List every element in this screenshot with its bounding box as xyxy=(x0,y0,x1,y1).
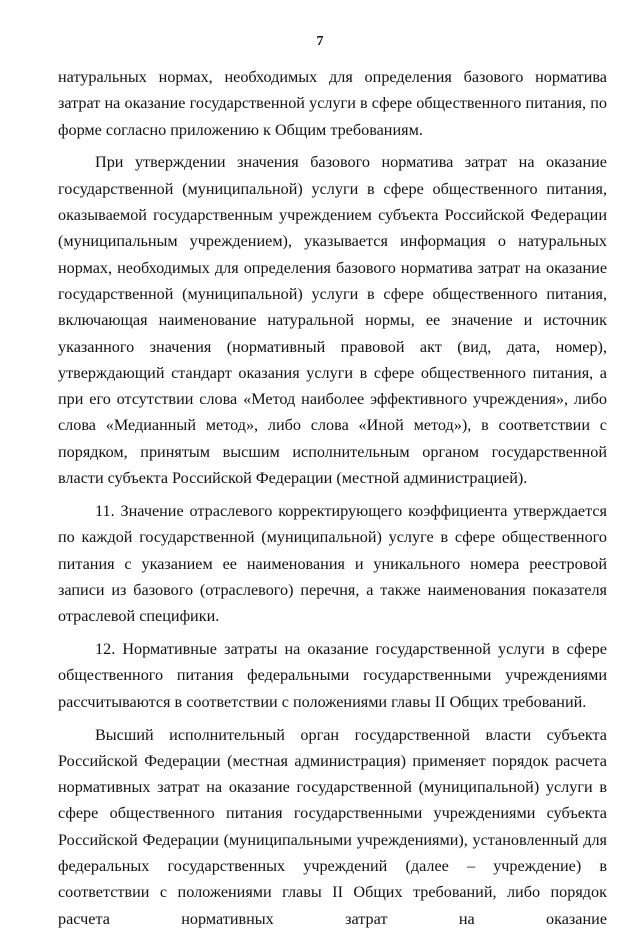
paragraph-item-12: 12. Нормативные затраты на оказание государственной услуги в сфере общественного питания федеральными государственными учреждениями рассчитываются в соответствии с положениями главы II Общих требований. xyxy=(58,640,607,711)
paragraph-executive-body: Высший исполнительный орган государственной власти субъекта Российской Федерации (местная администрация) применяет порядок расчета нормативных затрат на оказание государственной (муниципальной) услуги в сфере общественного питания государственными учреждениями субъекта Российской Федерации (муниципальными учреждениями), установленный для федеральных государственных учреждений (далее – учреждение) в соответствии с положениями главы II Общих требований, либо порядок расчета нормативных затрат на оказание xyxy=(58,725,607,928)
paragraph-approval-info: При утверждении значения базового норматива затрат на оказание государственной (муниципальной) услуги в сфере общественного питания, оказываемой государственным учреждением субъекта Российской Федерации (муниципальным учреждением), указывается информация о натуральных нормах, необходимых для определения базового норматива затрат на оказание государственной (муниципальной) услуги в сфере общественного питания, включающая наименование натуральной нормы, ее значение и источник указанного значения (нормативный правовой акт (вид, дата, номер), утверждающий стандарт оказания услуги в сфере общественного питания, а при его отсутствии слова «Метод наиболее эффективного учреждения», либо слова «Медианный метод», либо слова «Иной метод»), в соответствии с порядком, принятым высшим исполнительным органом государственной власти субъекта Российской Федерации (местной администрацией). xyxy=(58,153,607,488)
document-body xyxy=(58,64,607,938)
paragraph-item-11: 11. Значение отраслевого корректирующего коэффициента утверждается по каждой государственной (муниципальной) услуге в сфере общественного питания с указанием ее наименования и уникального номера реестровой записи из базового (отраслевого) перечня, а также наименования показателя отраслевой специфики. xyxy=(58,501,607,626)
paragraph-continuation: натуральных нормах, необходимых для определения базового норматива затрат на оказание государственной услуги в сфере общественного питания, по форме согласно приложению к Общим требованиям. xyxy=(58,68,607,139)
page-number: 7 xyxy=(316,34,324,49)
